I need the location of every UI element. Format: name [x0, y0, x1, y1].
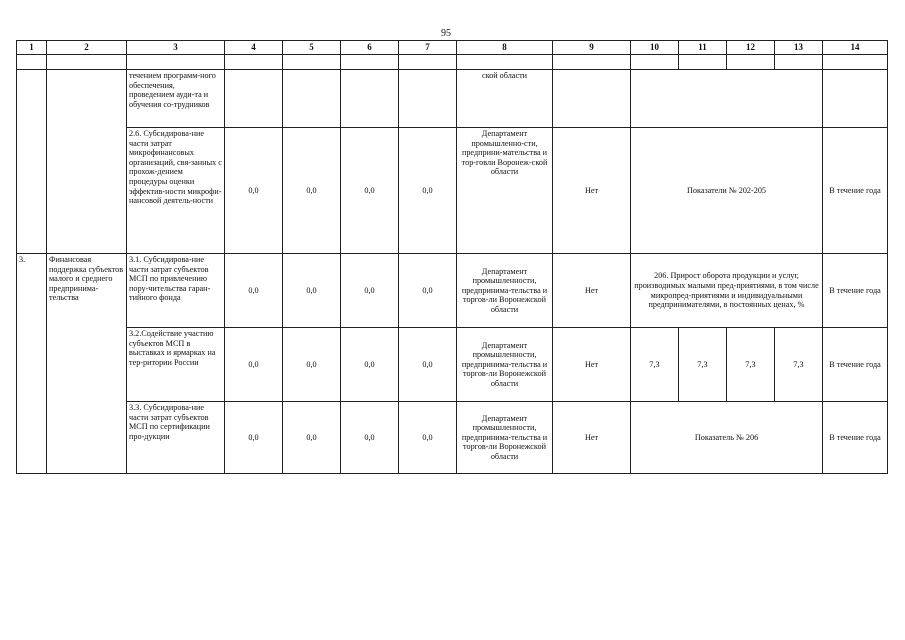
measures-table	[16, 40, 888, 474]
cell-task: Финансовая поддержка субъектов малого и среднего предпринима-тельства	[47, 254, 127, 474]
cell-value: 0,0	[399, 128, 457, 254]
cell-measure: 2.6. Субсидирова-ние части затрат микрофинансовых организаций, свя-занных с прохож-дением процедуры оценки эффектив-ности микрофи-нансовой деятель-ности	[127, 128, 225, 254]
page-number: 95	[441, 28, 451, 39]
spacer-row	[17, 55, 888, 70]
col-header: 9	[553, 41, 631, 55]
col-header: 12	[727, 41, 775, 55]
cell-value: 0,0	[283, 328, 341, 402]
col-header: 4	[225, 41, 283, 55]
cell-flag: Нет	[553, 128, 631, 254]
cell-value: 0,0	[225, 128, 283, 254]
col-header: 7	[399, 41, 457, 55]
cell-indicators: 206. Прирост оборота продукции и услуг, производимых малыми пред-приятиями, в том числе микропред-приятиями и индивидуальными предпринимателями, в постоянных ценах, %	[631, 254, 823, 328]
cell-number	[17, 70, 47, 254]
cell-flag: Нет	[553, 402, 631, 474]
cell-indicators: Показатели № 202-205	[631, 128, 823, 254]
cell-flag: Нет	[553, 254, 631, 328]
cell-measure: 3.3. Субсидирова-ние части затрат субъектов МСП по сертификации про-дукции	[127, 402, 225, 474]
cell-measure: 3.1. Субсидирова-ние части затрат субъектов МСП по привлечению пору-чительства гаран-тийного фонда	[127, 254, 225, 328]
cell-value: 7,3	[727, 328, 775, 402]
cell-value: 0,0	[283, 128, 341, 254]
cell-value: 0,0	[341, 328, 399, 402]
cell-executor: Департамент промышленности, предпринима-тельства и торгов-ли Воронежской области	[457, 402, 553, 474]
table-row-2-6	[17, 128, 888, 254]
header-row	[17, 41, 888, 55]
cell-value: 0,0	[399, 402, 457, 474]
cell-measure: течением программ-ного обеспечения, проведением ауди-та и обучения со-трудников	[127, 70, 225, 128]
table-row-3-2	[17, 328, 888, 402]
col-header: 8	[457, 41, 553, 55]
cell-task	[47, 70, 127, 254]
cell-value: 7,3	[679, 328, 727, 402]
table-row-continuation	[17, 70, 888, 128]
cell-executor: ской области	[457, 70, 553, 128]
cell-value: 0,0	[283, 254, 341, 328]
cell-value: 7,3	[775, 328, 823, 402]
cell-executor: Департамент промышленно-сти, предприни-мательства и тор-говли Воронеж-ской области	[457, 128, 553, 254]
cell-value: 0,0	[225, 328, 283, 402]
cell-flag: Нет	[553, 328, 631, 402]
cell-indicators: Показатель № 206	[631, 402, 823, 474]
cell-value: 0,0	[283, 402, 341, 474]
cell-term: В течение года	[823, 254, 888, 328]
col-header: 14	[823, 41, 888, 55]
table-row-3-1	[17, 254, 888, 328]
col-header: 3	[127, 41, 225, 55]
col-header: 13	[775, 41, 823, 55]
col-header: 1	[17, 41, 47, 55]
col-header: 11	[679, 41, 727, 55]
cell-value: 0,0	[225, 254, 283, 328]
cell-measure: 3.2.Содействие участию субъектов МСП в выставках и ярмарках на тер-ритории России	[127, 328, 225, 402]
col-header: 2	[47, 41, 127, 55]
table-row-3-3	[17, 402, 888, 474]
cell-term: В течение года	[823, 328, 888, 402]
cell-value: 0,0	[399, 328, 457, 402]
cell-executor: Департамент промышленности, предпринима-тельства и торгов-ли Воронежской области	[457, 328, 553, 402]
cell-value: 0,0	[341, 128, 399, 254]
col-header: 10	[631, 41, 679, 55]
cell-value: 0,0	[341, 254, 399, 328]
col-header: 5	[283, 41, 341, 55]
col-header: 6	[341, 41, 399, 55]
cell-value: 0,0	[225, 402, 283, 474]
cell-term: В течение года	[823, 402, 888, 474]
cell-value: 7,3	[631, 328, 679, 402]
cell-number: 3.	[17, 254, 47, 474]
cell-value: 0,0	[399, 254, 457, 328]
cell-value: 0,0	[341, 402, 399, 474]
cell-term: В течение года	[823, 128, 888, 254]
cell-executor: Департамент промышленности, предпринима-тельства и торгов-ли Воронежской области	[457, 254, 553, 328]
